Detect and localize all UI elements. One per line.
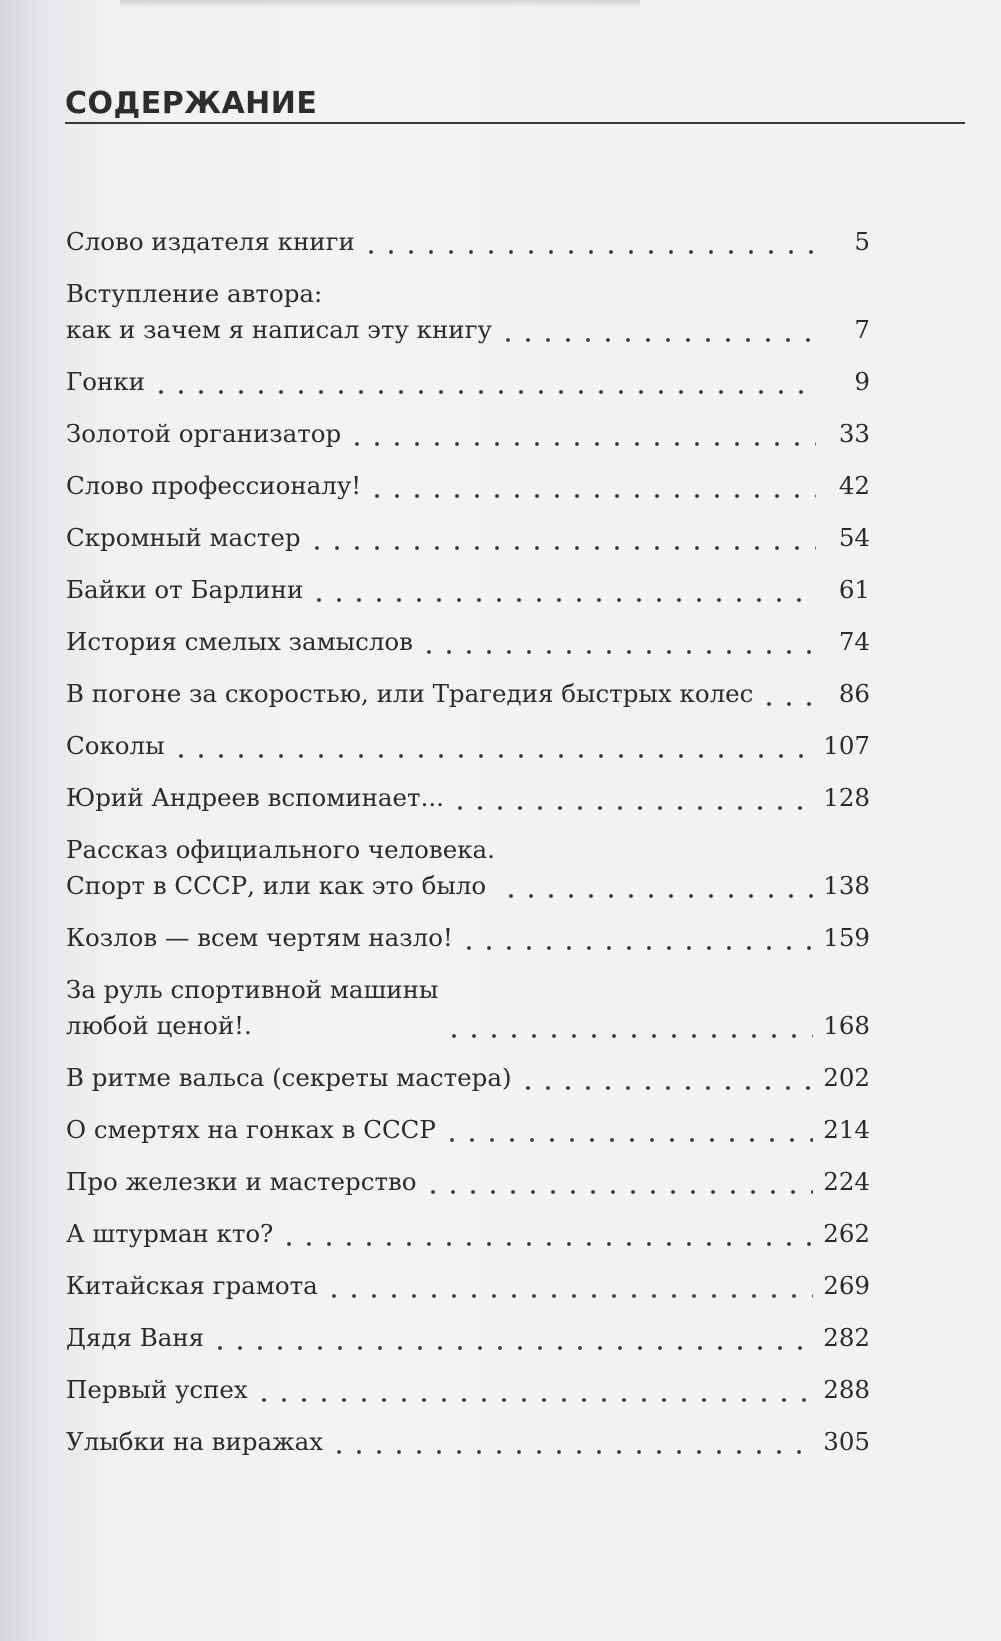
toc-entry-page-number: 5: [854, 227, 870, 256]
toc-entry-page-number: 262: [823, 1219, 870, 1248]
toc-entry: [66, 1112, 870, 1148]
toc-entry: [66, 1320, 870, 1356]
toc-entry: [66, 224, 870, 260]
dot-leader: [324, 1268, 813, 1304]
toc-entry-title-line: Рассказ официального человека.: [66, 835, 495, 864]
dot-leader: [444, 1008, 813, 1044]
toc-entry-title: [66, 1268, 318, 1304]
dot-leader: [450, 780, 813, 816]
toc-entry-page-number: 107: [823, 731, 870, 760]
toc-entry: [66, 920, 870, 956]
toc-entry-page-number: 33: [838, 419, 870, 448]
dot-leader: [419, 624, 816, 660]
toc-entry: [66, 520, 870, 556]
toc-entry: [66, 364, 870, 400]
toc-entry-page-number: 202: [823, 1063, 870, 1092]
toc-entry-page-number: 159: [823, 923, 870, 952]
toc-entry-title-line: Золотой организатор: [66, 419, 342, 448]
toc-entry-title-line: Первый успех: [66, 1375, 248, 1404]
toc-entry-page-number: 269: [823, 1271, 870, 1300]
toc-entry-page-number: 42: [838, 471, 870, 500]
toc-entry-title: [66, 1216, 273, 1252]
dot-leader: [309, 572, 816, 608]
toc-entry-title-line: Козлов — всем чертям назло!: [66, 923, 453, 952]
toc-entry: [66, 416, 870, 452]
toc-entry-page-number: 7: [854, 315, 870, 344]
dot-leader: [367, 468, 816, 504]
previous-page-shadow: [120, 0, 640, 8]
toc-entry-title: [66, 1060, 512, 1096]
toc-entry-title-line: Спорт в СССР, или как это было: [66, 871, 487, 900]
toc-entry-title-line: Слово издателя книги: [66, 227, 355, 256]
toc-entry-title: [66, 728, 165, 764]
dot-leader: [254, 1372, 813, 1408]
toc-entry-title: [66, 780, 444, 816]
toc-entry-title-line: Улыбки на виражах: [66, 1427, 324, 1456]
toc-entry-title: [66, 832, 495, 904]
toc-entry-title-line: Соколы: [66, 731, 165, 760]
toc-entry-page-number: 168: [823, 1011, 870, 1040]
toc-entry: [66, 468, 870, 504]
toc-entry-page-number: 138: [823, 871, 870, 900]
toc-entry-page-number: 224: [823, 1167, 870, 1196]
toc-entry-title-line: Дядя Ваня: [66, 1323, 205, 1352]
toc-entry-title-line: как и зачем я написал эту книгу: [66, 315, 492, 344]
toc-entry-title: [66, 468, 361, 504]
toc-entry: [66, 780, 870, 816]
toc-entry-title: [66, 1112, 436, 1148]
toc-entry-title-line: Скромный мастер: [66, 523, 301, 552]
toc-entry-title-line: Китайская грамота: [66, 1271, 318, 1300]
table-of-contents: [66, 224, 870, 1476]
toc-entry-title: [66, 416, 341, 452]
dot-leader: [171, 728, 814, 764]
contents-header: [65, 84, 965, 124]
toc-entry-title-line: В погоне за скоростью, или Трагедия быстрых колес: [66, 679, 754, 708]
toc-entry: [66, 728, 870, 764]
toc-entry-title-line: Про железки и мастерство: [66, 1167, 417, 1196]
toc-entry-title: [66, 676, 753, 712]
toc-entry-title-line: Юрий Андреев вспоминает...: [66, 783, 444, 812]
toc-entry: [66, 1060, 870, 1096]
toc-entry-title-line: За руль спортивной машины: [66, 975, 439, 1004]
toc-entry: [66, 1268, 870, 1304]
dot-leader: [361, 224, 816, 260]
toc-entry: [66, 1424, 870, 1460]
toc-entry: [66, 676, 870, 712]
toc-entry-title-line: Слово профессионалу!: [66, 471, 362, 500]
dot-leader: [347, 416, 816, 452]
toc-entry: [66, 276, 870, 348]
toc-entry-title-line: Байки от Барлини: [66, 575, 304, 604]
dot-leader: [518, 1060, 814, 1096]
toc-entry-title-line: любой ценой!.: [66, 1011, 252, 1040]
toc-entry-page-number: 288: [823, 1375, 870, 1404]
dot-leader: [442, 1112, 813, 1148]
toc-entry-page-number: 74: [838, 627, 870, 656]
toc-entry: [66, 832, 870, 904]
toc-entry-page-number: 128: [823, 783, 870, 812]
toc-entry: [66, 572, 870, 608]
toc-entry-title: [66, 224, 355, 260]
toc-entry: [66, 1164, 870, 1200]
toc-entry-title-line: Вступление автора:: [66, 279, 323, 308]
toc-entry-title: [66, 1372, 248, 1408]
toc-entry-title-line: О смертях на гонках в СССР: [66, 1115, 436, 1144]
toc-entry: [66, 972, 870, 1044]
toc-entry-title: [66, 920, 453, 956]
toc-entry-title-line: История смелых замыслов: [66, 627, 413, 656]
dot-leader: [498, 312, 816, 348]
toc-entry-title: [66, 276, 492, 348]
contents-heading: СОДЕРЖАНИЕ: [65, 86, 318, 121]
toc-entry-title: [66, 624, 413, 660]
toc-entry-title-line: А штурман кто?: [66, 1219, 274, 1248]
toc-entry-page-number: 61: [838, 575, 870, 604]
toc-entry: [66, 1216, 870, 1252]
toc-entry-page-number: 214: [823, 1115, 870, 1144]
dot-leader: [459, 920, 813, 956]
toc-entry-title-line: В ритме вальса (секреты мастера): [66, 1063, 512, 1092]
dot-leader: [329, 1424, 813, 1460]
toc-entry-title: [66, 520, 301, 556]
toc-entry-title: [66, 972, 438, 1044]
toc-entry-page-number: 282: [823, 1323, 870, 1352]
toc-entry-title: [66, 1164, 417, 1200]
toc-entry: [66, 624, 870, 660]
dot-leader: [501, 868, 813, 904]
toc-entry-page-number: 305: [823, 1427, 870, 1456]
dot-leader: [210, 1320, 813, 1356]
toc-entry-title: [66, 572, 303, 608]
toc-entry-title-line: Гонки: [66, 367, 145, 396]
dot-leader: [151, 364, 816, 400]
toc-entry: [66, 1372, 870, 1408]
dot-leader: [759, 676, 816, 712]
dot-leader: [423, 1164, 814, 1200]
dot-leader: [307, 520, 816, 556]
heading-underline: [65, 122, 965, 124]
toc-entry-title: [66, 1320, 204, 1356]
toc-entry-title: [66, 1424, 323, 1460]
dot-leader: [279, 1216, 813, 1252]
toc-entry-page-number: 54: [838, 523, 870, 552]
toc-entry-title: [66, 364, 145, 400]
toc-entry-page-number: 9: [854, 367, 870, 396]
toc-entry-page-number: 86: [838, 679, 870, 708]
